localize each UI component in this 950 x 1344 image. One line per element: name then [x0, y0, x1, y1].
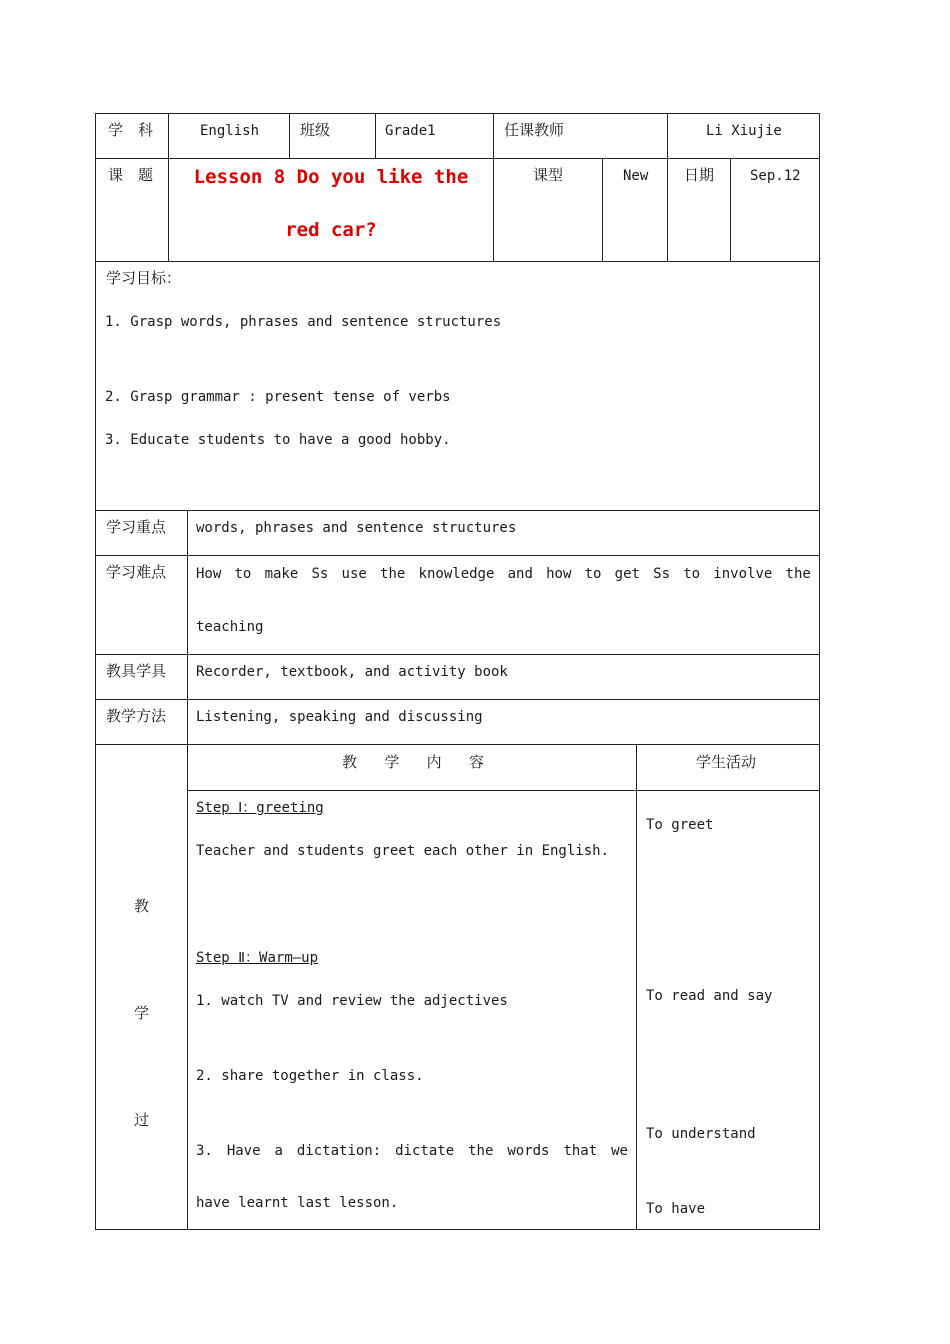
row-divider: [95, 261, 820, 262]
methods-label: 教学方法: [106, 707, 167, 725]
step2-title: Step Ⅱ：Warm—up: [196, 950, 319, 966]
step1-title: Step Ⅰ：greeting: [196, 800, 324, 816]
word: that: [563, 1143, 598, 1159]
col-divider: [730, 158, 731, 262]
col-divider: [289, 113, 290, 159]
activity-item: To greet: [646, 817, 714, 833]
process-side-char: 学: [134, 1004, 150, 1022]
teacher-value: Li Xiujie: [706, 123, 782, 139]
row-divider: [95, 510, 820, 511]
row-divider: [95, 158, 820, 159]
objective-item: 1. Grasp words, phrases and sentence structures: [105, 314, 502, 330]
tools-value: Recorder, textbook, and activity book: [196, 664, 508, 680]
type-value: New: [623, 168, 649, 184]
table-border-top: [95, 113, 820, 114]
lesson-title-line2: red car?: [285, 219, 377, 241]
word: Ss: [653, 566, 671, 582]
col-divider: [636, 744, 637, 1230]
row-divider: [187, 790, 820, 791]
word: How: [196, 566, 222, 582]
step2-item: 2. share together in class.: [196, 1068, 424, 1084]
activity-item: To read and say: [646, 988, 773, 1004]
col-divider: [602, 158, 603, 262]
row-divider: [95, 699, 820, 700]
difficulties-label: 学习难点: [106, 563, 167, 581]
header-char: 教: [342, 753, 358, 771]
row-divider: [95, 744, 820, 745]
subject-value: English: [200, 123, 260, 139]
word: the: [468, 1143, 494, 1159]
topic-label: 课 题: [108, 166, 154, 184]
step2-item3-line1: [196, 1143, 628, 1159]
methods-value: Listening, speaking and discussing: [196, 709, 483, 725]
activity-item: To understand: [646, 1126, 756, 1142]
word: we: [611, 1143, 628, 1159]
type-label: 课型: [533, 166, 564, 184]
word: the: [785, 566, 811, 582]
word: make: [264, 566, 299, 582]
word: 3.: [196, 1143, 213, 1159]
content-header: [342, 754, 484, 770]
step2-item: 1. watch TV and review the adjectives: [196, 993, 508, 1009]
step1-text: Teacher and students greet each other in English.: [196, 843, 610, 859]
word: use: [341, 566, 367, 582]
objective-item: 2. Grasp grammar : present tense of verbs: [105, 389, 451, 405]
objective-item: 3. Educate students to have a good hobby.: [105, 432, 451, 448]
word: dictate: [395, 1143, 455, 1159]
header-char: 学: [384, 753, 400, 771]
table-border-bottom: [95, 1229, 820, 1230]
difficulties-line2: teaching: [196, 619, 264, 635]
col-divider: [493, 113, 494, 262]
class-value: Grade1: [385, 123, 436, 139]
word: Have: [226, 1143, 261, 1159]
word: a: [274, 1143, 283, 1159]
objectives-label: 学习目标：: [106, 269, 182, 287]
row-divider: [95, 555, 820, 556]
table-border-right: [819, 113, 820, 1230]
col-divider: [667, 158, 668, 262]
row-divider: [95, 654, 820, 655]
word: and: [507, 566, 533, 582]
process-side-char: 教: [134, 897, 150, 915]
subject-label: 学 科: [108, 121, 154, 139]
process-side-char: 过: [134, 1111, 150, 1129]
step2-item3-line2: have learnt last lesson.: [196, 1195, 399, 1211]
table-border-left: [95, 113, 96, 1230]
word: get: [614, 566, 640, 582]
word: to: [234, 566, 252, 582]
header-char: 内: [426, 753, 442, 771]
word: Ss: [311, 566, 329, 582]
key-points-label: 学习重点: [106, 518, 167, 536]
word: the: [380, 566, 406, 582]
activity-item: To have: [646, 1201, 706, 1217]
word: to: [584, 566, 602, 582]
col-divider: [667, 113, 668, 159]
header-char: 容: [468, 753, 484, 771]
word: how: [546, 566, 572, 582]
teacher-label: 任课教师: [504, 121, 565, 139]
lesson-title-line1: Lesson 8 Do you like the: [193, 166, 469, 188]
word: knowledge: [418, 566, 495, 582]
word: words: [507, 1143, 550, 1159]
word: to: [683, 566, 701, 582]
col-divider: [375, 113, 376, 159]
word: dictation:: [296, 1143, 382, 1159]
col-divider: [187, 510, 188, 1230]
word: involve: [713, 566, 773, 582]
class-label: 班级: [300, 121, 331, 139]
date-label: 日期: [684, 166, 715, 184]
activity-header: 学生活动: [696, 753, 757, 771]
key-points-value: words, phrases and sentence structures: [196, 520, 517, 536]
difficulties-line1: [196, 566, 811, 582]
tools-label: 教具学具: [106, 662, 167, 680]
date-value: Sep.12: [750, 168, 801, 184]
